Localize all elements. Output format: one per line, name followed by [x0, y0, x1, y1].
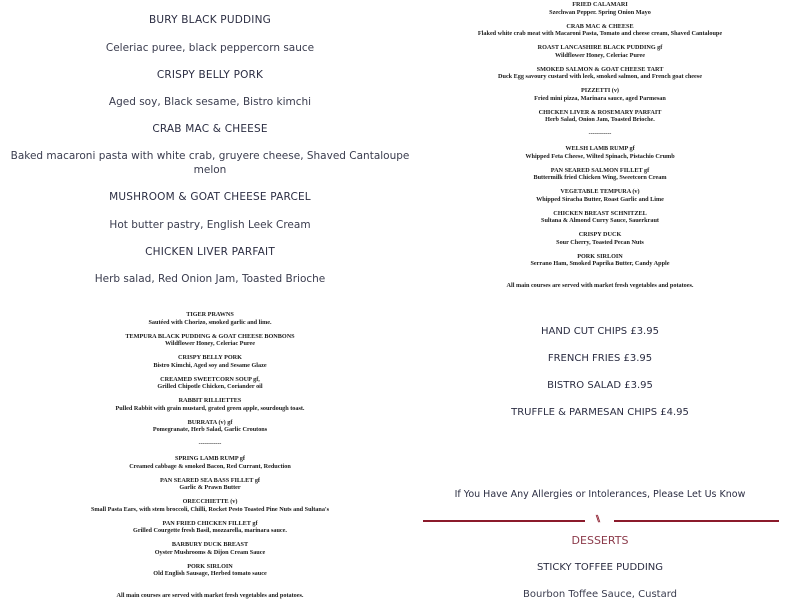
menu-note: All main courses are served with market fresh vegetables and potatoes. [506, 282, 694, 289]
allergy-note: If You Have Any Allergies or Intolerances, Please Let Us Know [454, 489, 746, 500]
divider-right [614, 520, 779, 522]
dish-title: SMOKED SALMON & GOAT CHEESE TART [536, 65, 664, 73]
dish-title: BURRATA (v) gf [187, 418, 233, 426]
menu-item [0, 376, 420, 398]
menu-item [420, 145, 780, 167]
menu-item [0, 563, 420, 585]
section-separator: ----------- [588, 130, 612, 137]
dish-description: Garlic & Prawn Butter [179, 484, 241, 492]
dish-title: PIZZETTI (v) [581, 87, 619, 94]
dish-title: CRISPY BELLY PORK [156, 69, 264, 81]
right-menu [420, 1, 780, 289]
dish-title: TIGER PRAWNS [186, 311, 234, 318]
menu-item [0, 520, 420, 542]
dish-description: Aged soy, Black sesame, Bistro kimchi [108, 96, 312, 108]
dish-description: Grilled Courgette fresh Basil, mozzarella, marinara sauce. [133, 527, 287, 535]
menu-item [420, 188, 780, 210]
menu-item [420, 23, 780, 45]
dish-description: Whipped Feta Cheese, Wilted Spinach, Pistachio Crumb [525, 152, 675, 160]
menu-item [0, 397, 420, 419]
dish-description: Duck Egg savoury custard with leek, smoked salmon, and French goat cheese [498, 73, 702, 81]
menu-item [420, 1, 780, 23]
dish-title: CRAB MAC & CHEESE [566, 22, 634, 30]
dish-description: Szechwan Pepper. Spring Onion Mayo [549, 8, 651, 16]
dish-description: Fried mini pizza, Marinara sauce, aged Parmesan [534, 94, 666, 102]
dish-title: PORK SIRLOIN [577, 252, 623, 260]
menu-item [0, 311, 420, 333]
dish-description: Herb salad, Red Onion Jam, Toasted Brioche [94, 273, 326, 285]
dish-description: Bourbon Toffee Sauce, Custard [523, 589, 677, 600]
dish-description: Buttermilk fried Chicken Wing, Sweetcorn Cream [533, 174, 667, 182]
dish-title: ORECCHIETTE (v) [182, 498, 238, 505]
dish-title: CRAB MAC & CHEESE [152, 123, 268, 135]
menu-item [0, 541, 420, 563]
dish-description: Creamed cabbage & smoked Bacon, Red Currant, Reduction [129, 462, 291, 470]
dish-description: Pomegranate, Herb Salad, Garlic Croutons [152, 426, 268, 434]
menu-item [0, 354, 420, 376]
dish-description: Flaked white crab meat with Macaroni Pasta, Tomato and cheese cream, Shaved Cantaloupe [477, 30, 723, 38]
dish-description: Old English Sausage, Herbed tomato sauce [153, 570, 267, 578]
dish-description: Sour Cherry, Toasted Pecan Nuts [556, 238, 644, 246]
menu-item [0, 419, 420, 441]
dish-title: ROAST LANCASHIRE BLACK PUDDING gf [537, 44, 663, 51]
dish-description: Oyster Mushrooms & Dijon Cream Sauce [154, 548, 266, 556]
dish-description: Bistro Kimchi, Aged soy and Sesame Glaze [153, 361, 267, 369]
menu-note: All main courses are served with market fresh vegetables and potatoes. [116, 592, 304, 599]
dish-description: Serrano Ham, Smoked Paprika Butter, Candy Apple [530, 260, 670, 268]
dish-description: Pulled Rabbit with grain mustard, grated green apple, sourdough toast. [115, 404, 305, 412]
dish-title: PAN SEARED SALMON FILLET gf [550, 166, 650, 174]
divider-left [423, 520, 585, 522]
menu-item [420, 44, 780, 66]
dish-description: Hot butter pastry, English Leek Cream [109, 219, 311, 231]
menu-item [0, 477, 420, 499]
dish-title: CHICKEN LIVER & ROSEMARY PARFAIT [538, 108, 662, 116]
menu-item [420, 253, 780, 275]
cutlery-icon: ⑊ [595, 514, 601, 525]
dish-description: Wildflower Honey, Celeriac Puree [554, 51, 646, 59]
side-item: TRUFFLE & PARMESAN CHIPS £4.95 [511, 407, 689, 418]
dish-description: Grilled Chipotle Chicken, Coriander oil [157, 383, 263, 391]
dish-title: CRISPY DUCK [578, 231, 622, 238]
dish-description: Celeriac puree, black peppercorn sauce [105, 42, 315, 54]
dish-description: Baked macaroni pasta with white crab, gruyere cheese, Shaved Cantaloupe melon [10, 150, 410, 176]
dish-title: PORK SIRLOIN [187, 562, 233, 570]
dish-title: WELSH LAMB RUMP gf [565, 145, 635, 152]
dish-title: CREAMED SWEETCORN SOUP gf, [160, 375, 260, 383]
dish-title: CHICKEN BREAST SCHNITZEL [553, 209, 647, 217]
dish-title: PAN FRIED CHICKEN FILLET gf [162, 519, 258, 527]
dish-title: VEGETABLE TEMPURA (v) [560, 188, 640, 195]
dish-title: CRISPY BELLY PORK [178, 354, 242, 361]
desserts-heading: DESSERTS [571, 534, 629, 547]
menu-item [420, 210, 780, 232]
menu-item [420, 167, 780, 189]
menu-item [0, 455, 420, 477]
left-menu [0, 311, 420, 599]
dish-title: PAN SEARED SEA BASS FILLET gf [159, 476, 260, 484]
menu-item [0, 498, 420, 520]
dish-description: Sultana & Almond Curry Sauce, Sauerkraut [541, 217, 659, 225]
dish-title: MUSHROOM & GOAT CHEESE PARCEL [109, 191, 311, 203]
side-item: BISTRO SALAD £3.95 [547, 380, 653, 391]
dish-title: BURY BLACK PUDDING [149, 14, 271, 26]
menu-item [0, 333, 420, 355]
dish-description: Wildflower Honey, Celeriac Puree [164, 340, 256, 348]
dish-title: FRIED CALAMARI [572, 1, 628, 8]
menu-item [420, 231, 780, 253]
dish-title: RABBIT RILLIETTES [178, 397, 242, 404]
dish-description: Whipped Siracha Butter, Roast Garlic and Lime [536, 195, 664, 203]
menu-item [420, 87, 780, 109]
dish-title: STICKY TOFFEE PUDDING [536, 562, 664, 573]
dish-description: Sautéed with Chorizo, smoked garlic and lime. [148, 318, 272, 326]
dish-title: SPRING LAMB RUMP gf [175, 455, 245, 462]
menu-item [420, 109, 780, 131]
side-item: FRENCH FRIES £3.95 [547, 353, 653, 364]
dish-title: TEMPURA BLACK PUDDING & GOAT CHEESE BONBONS [125, 332, 295, 340]
dish-description: Herb Salad, Onion Jam, Toasted Brioche. [545, 116, 655, 124]
section-separator: ----------- [198, 440, 222, 447]
dish-title: CHICKEN LIVER PARFAIT [145, 246, 275, 258]
dish-description: Small Pasta Ears, with stem broccoli, Chilli, Rocket Pesto Toasted Pine Nuts and Sultana's [90, 505, 330, 513]
menu-item [420, 66, 780, 88]
dish-title: BARBURY DUCK BREAST [171, 541, 249, 548]
side-item: HAND CUT CHIPS £3.95 [541, 326, 659, 337]
